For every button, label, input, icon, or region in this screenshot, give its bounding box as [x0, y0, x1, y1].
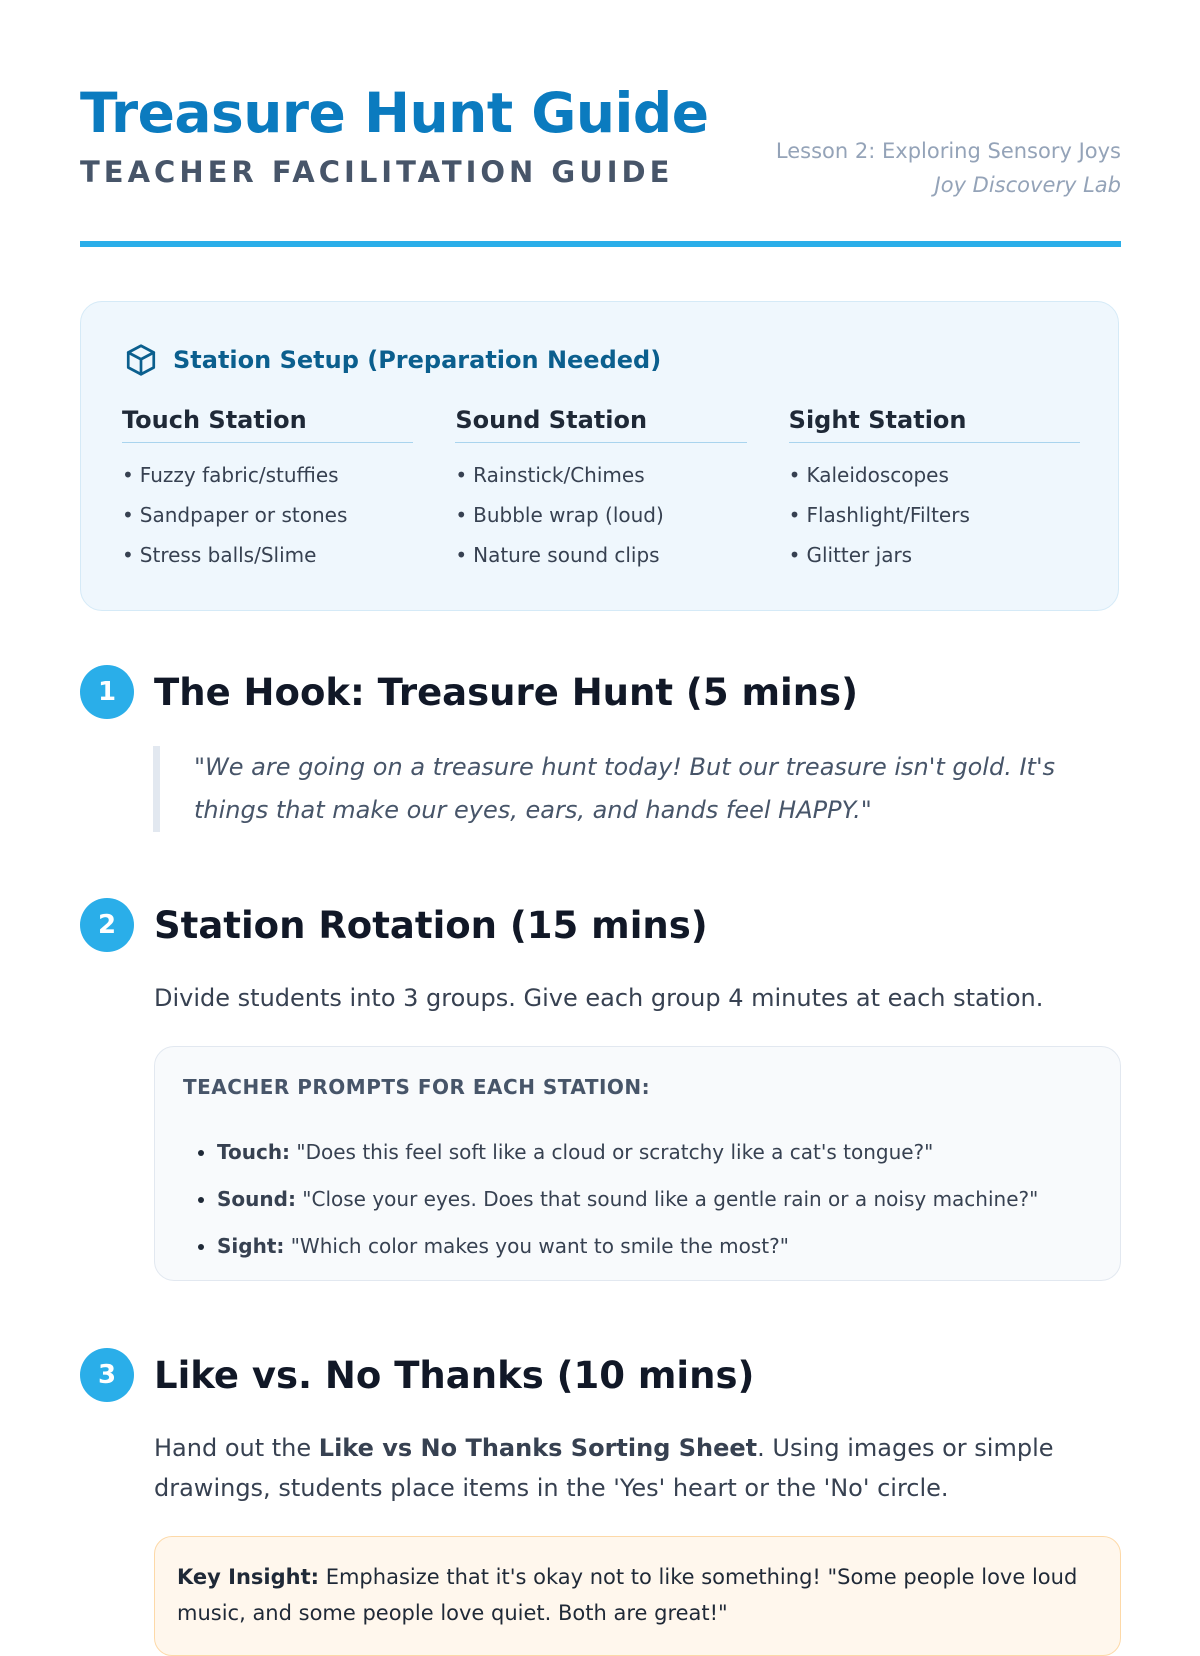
list-item: • Kaleidoscopes [789, 455, 1080, 495]
list-item: • Flashlight/Filters [789, 495, 1080, 535]
prompt-text: "Does this feel soft like a cloud or scratchy like a cat's tongue?" [290, 1140, 934, 1164]
lesson-meta [776, 134, 1121, 202]
section-title: The Hook: Treasure Hunt (5 mins) [154, 670, 858, 714]
station-name: Sound Station [455, 406, 746, 443]
station-setup-title: Station Setup (Preparation Needed) [173, 346, 662, 374]
list-item [217, 1176, 1117, 1223]
lesson-label: Lesson 2: Exploring Sensory Joys [775, 139, 1121, 163]
list-item [217, 1129, 1117, 1176]
text-segment: . Using images or simple drawings, students place items in the 'Yes' heart or the 'No' circle. [154, 1434, 1054, 1502]
teacher-prompts-box [154, 1046, 1121, 1281]
prompt-label: Sound: [217, 1187, 296, 1211]
section-3-header [80, 1348, 754, 1402]
worksheet-name: Like vs No Thanks Sorting Sheet [318, 1434, 758, 1462]
section-title: Like vs. No Thanks (10 mins) [154, 1353, 755, 1397]
list-item: • Rainstick/Chimes [455, 455, 746, 495]
key-insight-box [154, 1536, 1121, 1656]
list-item: • Nature sound clips [455, 535, 746, 575]
sorting-instructions [154, 1428, 1114, 1508]
step-number-badge: 1 [80, 665, 134, 719]
step-number-badge: 2 [80, 898, 134, 952]
page-title: Treasure Hunt Guide [80, 81, 709, 145]
prompt-label: Touch: [217, 1140, 291, 1164]
station-setup-card [80, 301, 1119, 611]
section-title: Station Rotation (15 mins) [154, 903, 708, 947]
cube-icon [123, 342, 159, 378]
section-1-header [80, 665, 858, 719]
list-item: • Sandpaper or stones [122, 495, 413, 535]
rotation-instructions: Divide students into 3 groups. Give each group 4 minutes at each station. [154, 984, 1044, 1012]
sight-station [789, 406, 1080, 575]
text-segment: Hand out the [154, 1434, 319, 1462]
prompts-title: TEACHER PROMPTS FOR EACH STATION: [183, 1075, 651, 1099]
sound-station [455, 406, 746, 575]
hook-quote: "We are going on a treasure hunt today! But our treasure isn't gold. It's things that make our eyes, ears, and hands feel HAPPY." [153, 746, 1123, 832]
list-item: • Glitter jars [789, 535, 1080, 575]
header-divider [80, 241, 1121, 247]
step-number-badge: 3 [80, 1348, 134, 1402]
list-item: • Stress balls/Slime [122, 535, 413, 575]
station-columns [122, 406, 1080, 575]
page-header [80, 78, 1121, 197]
list-item: • Fuzzy fabric/stuffies [122, 455, 413, 495]
station-name: Sight Station [789, 406, 1080, 443]
touch-station [122, 406, 413, 575]
insight-text: Emphasize that it's okay not to like something! "Some people love loud music, and some people love quiet. Both are great!" [177, 1565, 1078, 1625]
section-2-header [80, 898, 708, 952]
list-item [217, 1223, 1117, 1270]
page-subtitle: TEACHER FACILITATION GUIDE [80, 155, 674, 189]
list-item: • Bubble wrap (loud) [455, 495, 746, 535]
prompt-text: "Which color makes you want to smile the most?" [284, 1234, 789, 1258]
prompt-label: Sight: [217, 1234, 285, 1258]
lab-name: Joy Discovery Lab [934, 173, 1121, 197]
insight-label: Key Insight: [177, 1565, 320, 1589]
prompt-text: "Close your eyes. Does that sound like a gentle rain or a noisy machine?" [295, 1187, 1039, 1211]
station-name: Touch Station [122, 406, 413, 443]
prompts-list [183, 1129, 1117, 1270]
station-setup-header [123, 342, 661, 378]
